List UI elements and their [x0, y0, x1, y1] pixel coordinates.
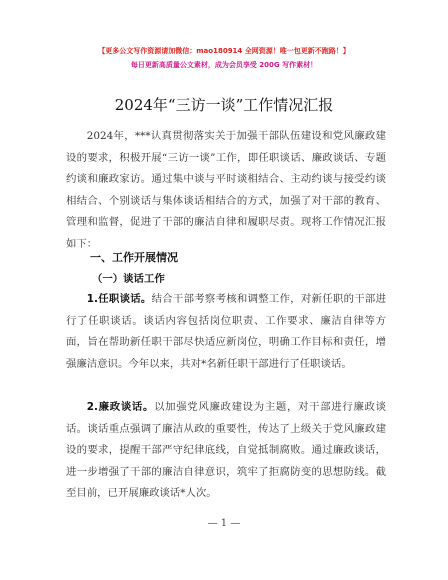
paragraph-appointment-talks [66, 289, 386, 375]
paragraph-lead: 1.任职谈话。 [86, 293, 152, 305]
intro-paragraph: 2024年，***认真贯彻落实关于加强干部队伍建设和党风廉政建设的要求，积极开展“三访一谈”工作，即任职谈话、廉政谈话、专题约谈和廉政家访。通过集中谈与平时谈相结合、主动约谈与接受约谈相结合、个别谈话与集体谈话相结合的方式，加强了对干部的教育、管理和监督，促进了干部的廉洁自律和履职尽责。现将工作情况汇报如下： [66, 130, 386, 250]
paragraph-lead: 2.廉政谈话。 [86, 401, 155, 413]
paragraph-integrity-talks [66, 397, 386, 505]
paragraph-text: 以加强党风廉政建设为主题，对干部进行廉政谈话。谈话重点强调了廉洁从政的重要性，传达了上级关于党风廉政建设的要求，提醒干部严守纪律底线，自觉抵制腐败。通过廉政谈话，进一步增强了干部的廉洁自律意识，筑牢了拒腐防变的思想防线。截至目前，已开展廉政谈话*人次。 [66, 401, 387, 499]
subsection-heading: （一）谈话工作 [92, 273, 165, 285]
page-number: — 1 — [207, 518, 241, 529]
promo-banner-line-2: 每日更新高质量公文素材，成为会员享受 200G 写作素材！ [130, 61, 318, 69]
promo-banner-line-1: 【更多公文写作资源请加微信：mao180914 全网资源！唯一包更新不跑路！】 [98, 47, 350, 55]
document-title: 2024年“三访一谈”工作情况汇报 [114, 96, 334, 114]
paragraph-text: 结合干部考察考核和调整工作，对新任职的干部进行了任职谈话。谈话内容包括岗位职责、工作要求、廉洁自律等方面，旨在帮助新任职干部尽快适应新岗位，明确工作目标和责任，增强廉洁意识。今年以来，共对*名新任职干部进行了任职谈话。 [66, 293, 386, 370]
section-heading: 一、工作开展情况 [90, 251, 178, 264]
